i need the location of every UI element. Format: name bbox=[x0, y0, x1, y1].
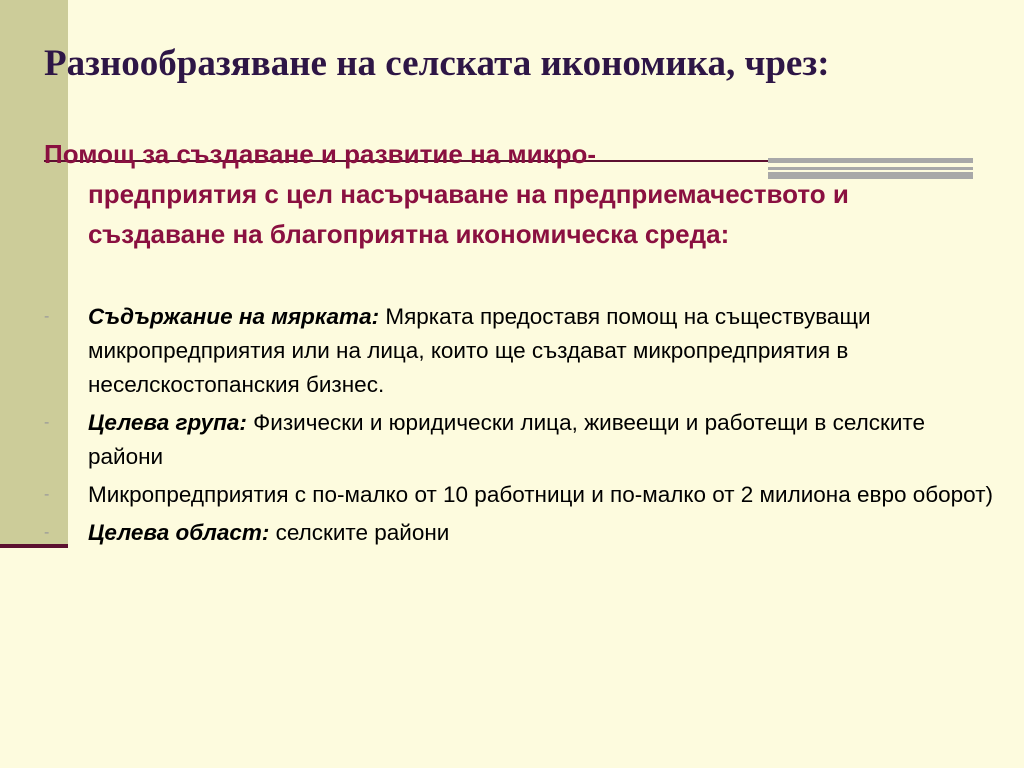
bullet-item bbox=[44, 300, 994, 402]
bullet-label: Целева област: bbox=[88, 520, 270, 545]
bullet-item bbox=[44, 478, 994, 512]
bullet-text: Мярката предоставя помощ на съществуващи микропредприятия или на лица, които ще създават микропредприятия в неселскостопанския бизнес. bbox=[88, 304, 871, 397]
bullet-item bbox=[44, 406, 994, 474]
bullet-text: селските райони bbox=[269, 520, 450, 545]
bullet-label: Целева група: bbox=[88, 410, 247, 435]
lead-paragraph bbox=[44, 134, 974, 254]
bullet-text: Физически и юридически лица, живеещи и работещи в селските райони bbox=[88, 410, 925, 469]
lead-continuation: предприятия с цел насърчаване на предприемачеството и създаване на благоприятна икономическа среда: bbox=[88, 179, 849, 249]
lead-first-line: Помощ за създаване и развитие на микро- bbox=[44, 139, 597, 169]
bullet-label: Съдържание на мярката: bbox=[88, 304, 380, 329]
bullet-dash: - bbox=[44, 308, 50, 325]
bullet-text: Микропредприятия с по-малко от 10 работници и по-малко от 2 милиона евро оборот) bbox=[88, 482, 993, 507]
bullet-dash: - bbox=[44, 486, 50, 503]
bullet-dash: - bbox=[44, 524, 50, 541]
slide-title: Разнообразяване на селската икономика, чрез: bbox=[44, 43, 830, 84]
bullet-item bbox=[44, 516, 994, 550]
bullet-dash: - bbox=[44, 414, 50, 431]
bullet-list bbox=[44, 300, 994, 554]
